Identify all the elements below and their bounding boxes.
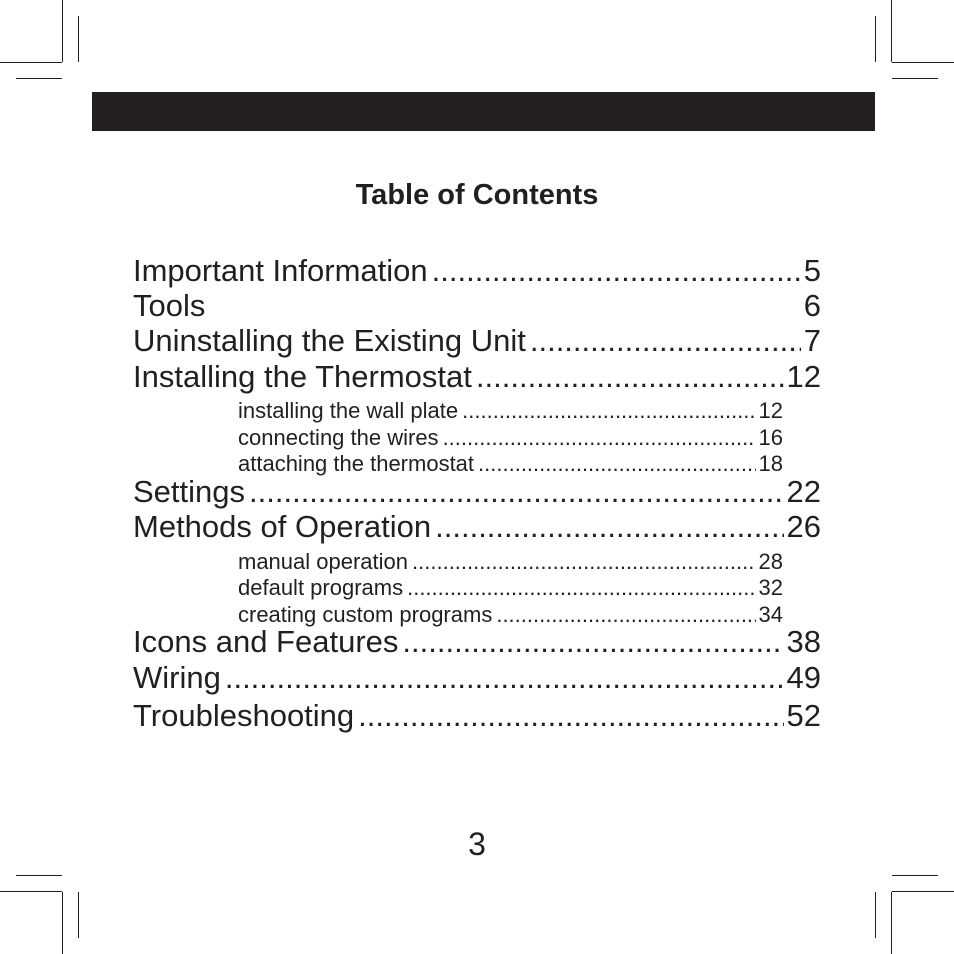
- toc-entry-label: Tools: [133, 288, 206, 323]
- toc-entry-page: 5: [803, 253, 821, 288]
- toc-entry-page: 6: [803, 288, 821, 323]
- toc-leader-dots: [249, 473, 784, 511]
- toc-entry-label: connecting the wires: [238, 425, 439, 450]
- toc-entry-label: Settings: [133, 474, 246, 509]
- toc-leader-dots: [225, 659, 784, 697]
- toc-leader-dots: [435, 508, 783, 546]
- toc-entry-page: 49: [786, 660, 821, 695]
- toc-entry: [133, 508, 821, 546]
- toc-entry: [133, 322, 821, 360]
- toc-entry: [133, 623, 821, 661]
- toc-entry-page: 34: [758, 602, 783, 627]
- toc-entry-label: manual operation: [238, 549, 409, 574]
- crop-mark: [892, 891, 954, 892]
- toc-leader-dots: [530, 322, 801, 360]
- toc-entry-label: installing the wall plate: [238, 398, 459, 423]
- crop-mark: [891, 0, 892, 62]
- toc-entry-page: 12: [758, 398, 783, 423]
- toc-entry-label: creating custom programs: [238, 602, 493, 627]
- crop-mark: [78, 16, 79, 62]
- toc-leader-dots: [432, 252, 801, 290]
- toc-entry-page: 28: [758, 549, 783, 574]
- toc-subentry: [238, 549, 783, 575]
- header-bar: [92, 92, 875, 131]
- toc-entry-label: Important Information: [133, 253, 428, 288]
- toc-entry: [133, 252, 821, 290]
- toc-leader-dots: [476, 358, 784, 396]
- crop-mark: [892, 875, 938, 876]
- toc-entry-label: Methods of Operation: [133, 509, 432, 544]
- toc-entry-page: 32: [758, 575, 783, 600]
- page-number: 3: [468, 826, 486, 862]
- toc-entry-page: 16: [758, 425, 783, 450]
- toc-entry-page: 12: [786, 359, 821, 394]
- crop-mark: [16, 78, 62, 79]
- toc-entry-page: 18: [758, 451, 783, 476]
- toc-leader-dots: [412, 549, 756, 575]
- page-title: Table of Contents: [355, 179, 599, 211]
- toc-leader-dots: [462, 398, 755, 424]
- toc-entry-label: default programs: [238, 575, 404, 600]
- toc-leader-dots: [358, 697, 783, 735]
- crop-mark: [62, 0, 63, 62]
- crop-mark: [16, 875, 62, 876]
- toc-entry-page: 38: [786, 624, 821, 659]
- toc-leader-dots: [407, 575, 755, 601]
- crop-mark: [875, 16, 876, 62]
- toc-entry-page: 7: [803, 323, 821, 358]
- crop-mark: [891, 892, 892, 954]
- toc-entry-label: attaching the thermostat: [238, 451, 475, 476]
- toc-leader-dots: [443, 425, 756, 451]
- toc-entry-label: Installing the Thermostat: [133, 359, 472, 394]
- toc-entry: [133, 473, 821, 511]
- crop-mark: [892, 62, 954, 63]
- toc-entry: [133, 659, 821, 697]
- crop-mark: [892, 78, 938, 79]
- toc-entry-label: Troubleshooting: [133, 698, 355, 733]
- crop-mark: [78, 892, 79, 938]
- crop-mark: [875, 892, 876, 938]
- toc-entry: [133, 358, 821, 396]
- toc-entry-page: 26: [786, 509, 821, 544]
- toc-entry-label: Icons and Features: [133, 624, 399, 659]
- toc-subentry: [238, 425, 783, 451]
- toc-subentry: [238, 575, 783, 601]
- crop-mark: [0, 62, 62, 63]
- toc-entry-page: 22: [786, 474, 821, 509]
- toc-entry-label: Wiring: [133, 660, 221, 695]
- crop-mark: [0, 891, 62, 892]
- toc-entry-page: 52: [786, 698, 821, 733]
- toc-subentry: [238, 398, 783, 424]
- toc-leader-dots: [402, 623, 783, 661]
- toc-entry: [133, 697, 821, 735]
- crop-mark: [62, 892, 63, 954]
- toc-entry: [133, 287, 821, 325]
- toc-entry-label: Uninstalling the Existing Unit: [133, 323, 526, 358]
